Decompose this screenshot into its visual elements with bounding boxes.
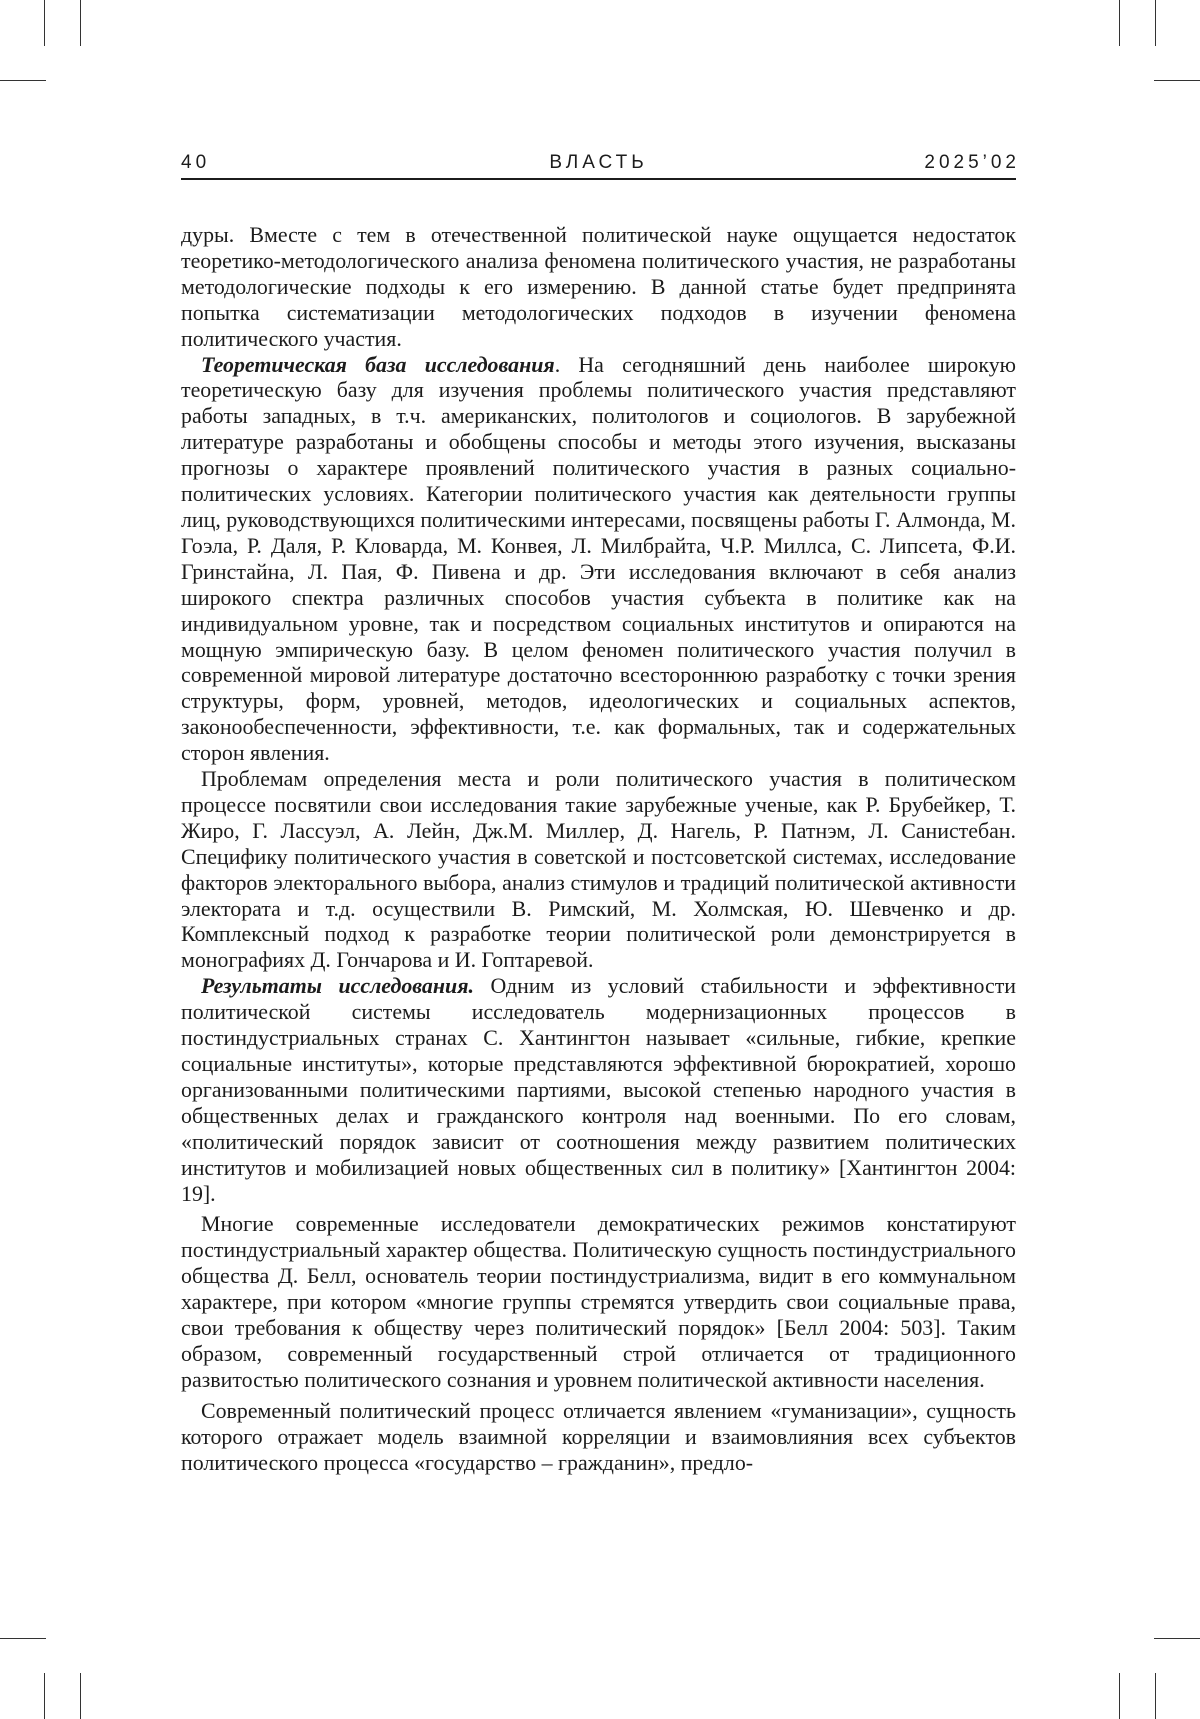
crop-mark [1154,1638,1200,1639]
crop-mark [1155,1673,1156,1719]
paragraph-theoretical-base [181,352,1016,767]
paragraph: Проблемам определения места и роли политического участия в политическом процессе посвятили свои исследования такие зарубежные ученые, как Р. Брубейкер, Т. Жиро, Г. Лассуэл, А. Лейн, Дж.М. Миллер, Д. Нагель, Р. Патнэм, Л. Санистебан. Специфику политического участия в советской и постсоветской системах, исследование факторов электорального выбора, анализ стимулов и традиций политической активности электората и т.д. осуществили В. Римский, М. Холмская, Ю. Шевченко и др. Комплексный подход к разработке теории политической роли демонстрируется в монографиях Д. Гончарова и И. Гоптаревой. [181,766,1016,973]
paragraph: дуры. Вместе с тем в отечественной политической науке ощущается недостаток теоретико-методологического анализа феномена политического участия, не разработаны методологические подходы к его измерению. В данной статье будет предпринята попытка систематизации методологических подходов в изучении феномена политического участия. [181,222,1016,351]
section-lead-results: Результаты исследования. [201,973,474,999]
page-number: 40 [181,152,211,173]
crop-mark [80,0,81,46]
crop-mark [44,1673,45,1719]
journal-title: ВЛАСТЬ [549,152,648,173]
crop-mark [1119,0,1120,46]
article-body [181,222,1016,1476]
section-lead-theoretical-base: Теоретическая база исследования [201,351,555,377]
paragraph-text: . На сегодняшний день наиболее широкую теоретическую базу для изучения проблемы политического участия представляют работы западных, в т.ч. американских, политологов и социологов. В зарубежной литературе разработаны и обобщены способы и методы этого изучения, высказаны прогнозы о характере проявлений политического участия в разных социально-политических условиях. Категории политического участия как деятельности группы лиц, руководствующихся политическими интересами, посвящены работы Г. Алмонда, М. Гоэла, Р. Даля, Р. Кловарда, М. Конвея, Л. Милбрайта, Ч.Р. Миллса, С. Липсета, Ф.И. Гринстайна, Л. Пая, Ф. Пивена и др. Эти исследования включают в себя анализ широкого спектра различных способов участия субъекта в политике как на индивидуальном уровне, так и посредством социальных институтов и опираются на мощную эмпирическую базу. В целом феномен политического участия получил в современной мировой литературе достаточно всестороннюю разработку с точки зрения структуры, форм, уровней, методов, идеологических и социальных аспектов, законообеспеченности, эффективности, т.е. как формальных, так и содержательных сторон явления. [181,351,1016,766]
crop-mark [80,1673,81,1719]
crop-mark [0,80,46,81]
crop-mark [0,1638,46,1639]
crop-mark [44,0,45,46]
paragraph-text: Одним из условий стабильности и эффективности политической системы исследователь модернизационных процессов в постиндустриальных странах С. Хантингтон называет «сильные, гибкие, крепкие социальные институты», которые представляются эффективной бюрократией, хорошо организованными политическими партиями, высокой степенью народного участия в общественных делах и гражданского контроля над военными. По его словам, «политический порядок зависит от соотношения между развитием политических институтов и мобилизацией новых общественных сил в политику» [Хантингтон 2004: 19]. [181,973,1016,1206]
crop-mark [1155,0,1156,46]
crop-mark [1119,1673,1120,1719]
paragraph: Современный политический процесс отличается явлением «гуманизации», сущность которого отражает модель взаимной корреляции и взаимовлияния всех субъектов политического процесса «государство – гражданин», предло- [181,1397,1016,1475]
paragraph: Многие современные исследователи демократических режимов констатируют постиндустриальный характер общества. Политическую сущность постиндустриального общества Д. Белл, основатель теории постиндустриализма, видит в его коммунальном характере, при котором «многие группы стремятся утвердить свои социальные права, свои требования к обществу через политический порядок» [Белл 2004: 503]. Таким образом, современный государственный строй отличается от традиционного развитостью политического сознания и уровнем политической активности населения. [181,1211,1016,1392]
running-head [181,150,1020,180]
crop-mark [1154,80,1200,81]
paragraph-results [181,973,1016,1206]
issue-number: 2025’02 [924,152,1020,173]
